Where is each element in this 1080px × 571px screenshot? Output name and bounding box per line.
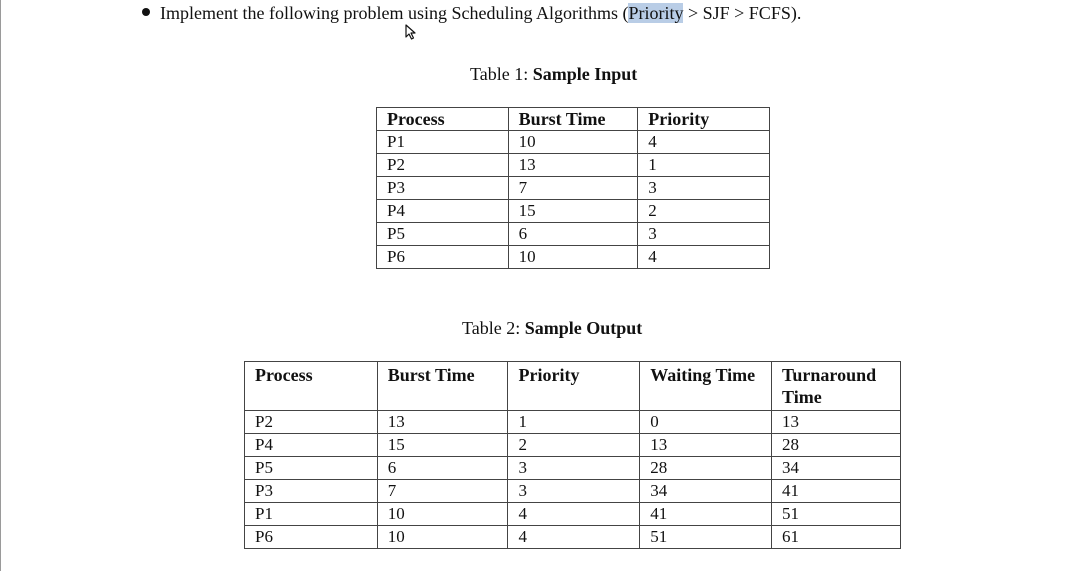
table-cell: 4 <box>508 503 640 526</box>
sample-input-table <box>376 107 770 269</box>
table-cell: P5 <box>245 457 378 480</box>
header-cell: Burst Time <box>377 362 508 411</box>
table-cell: 10 <box>377 503 508 526</box>
table-cell: 6 <box>508 223 638 246</box>
table-cell: 28 <box>772 434 901 457</box>
table-row <box>245 503 901 526</box>
table-cell: 10 <box>508 131 638 154</box>
table-cell: P4 <box>245 434 378 457</box>
table-cell: P6 <box>377 246 509 269</box>
table2-caption-label: Table 2: <box>462 318 521 338</box>
header-cell: Priority <box>638 108 770 131</box>
table-cell: 34 <box>640 480 772 503</box>
table-cell: 61 <box>772 526 901 549</box>
table-row <box>245 411 901 434</box>
sample-output-table <box>244 361 901 549</box>
instruction-suffix: > SJF > FCFS). <box>683 3 802 23</box>
table-cell: 15 <box>508 200 638 223</box>
table1-caption <box>470 64 637 85</box>
table-cell: P2 <box>377 154 509 177</box>
table-row <box>377 131 770 154</box>
table-cell: 13 <box>640 434 772 457</box>
table2-caption <box>462 318 642 339</box>
table-header-row <box>377 108 770 131</box>
table-row <box>245 526 901 549</box>
table-cell: 4 <box>638 131 770 154</box>
table-cell: 4 <box>638 246 770 269</box>
header-cell: Process <box>377 108 509 131</box>
table-cell: 3 <box>638 223 770 246</box>
table-cell: 0 <box>640 411 772 434</box>
table-cell: 1 <box>508 411 640 434</box>
table-cell: 7 <box>508 177 638 200</box>
table-row <box>245 457 901 480</box>
table-cell: 2 <box>638 200 770 223</box>
table-cell: 7 <box>377 480 508 503</box>
table-cell: 1 <box>638 154 770 177</box>
table-cell: P5 <box>377 223 509 246</box>
table-row <box>245 480 901 503</box>
table-cell: P4 <box>377 200 509 223</box>
header-cell: Priority <box>508 362 640 411</box>
table-cell: 51 <box>772 503 901 526</box>
table-cell: 15 <box>377 434 508 457</box>
table-cell: 34 <box>772 457 901 480</box>
table-cell: 3 <box>508 457 640 480</box>
instruction-prefix: Implement the following problem using Scheduling Algorithms ( <box>160 3 629 23</box>
table1-caption-title: Sample Input <box>532 64 638 84</box>
table1-caption-label: Table 1: <box>470 64 529 84</box>
header-cell: Turnaround Time <box>772 362 901 411</box>
table-row <box>377 246 770 269</box>
table-cell: 51 <box>640 526 772 549</box>
table-cell: P1 <box>377 131 509 154</box>
header-cell: Process <box>245 362 378 411</box>
table-cell: 13 <box>772 411 901 434</box>
table-cell: 2 <box>508 434 640 457</box>
table-cell: P6 <box>245 526 378 549</box>
table-cell: 4 <box>508 526 640 549</box>
table-row <box>377 177 770 200</box>
instruction-highlight[interactable]: Priority <box>628 3 684 23</box>
instruction-line <box>142 3 801 24</box>
table-cell: 41 <box>640 503 772 526</box>
table-header-row <box>245 362 901 411</box>
table-row <box>377 154 770 177</box>
page-left-border <box>0 0 1 571</box>
table-cell: 6 <box>377 457 508 480</box>
header-cell: Waiting Time <box>640 362 772 411</box>
table-cell: P3 <box>245 480 378 503</box>
mouse-pointer-icon <box>404 24 418 40</box>
table2-caption-title: Sample Output <box>524 318 643 338</box>
header-cell: Burst Time <box>508 108 638 131</box>
table-cell: 3 <box>508 480 640 503</box>
table-cell: P2 <box>245 411 378 434</box>
table-row <box>245 434 901 457</box>
bullet-icon <box>142 8 150 16</box>
table-cell: 10 <box>377 526 508 549</box>
table-cell: P3 <box>377 177 509 200</box>
table-cell: 3 <box>638 177 770 200</box>
table-row <box>377 200 770 223</box>
table-cell: P1 <box>245 503 378 526</box>
table-row <box>377 223 770 246</box>
table-cell: 41 <box>772 480 901 503</box>
table-cell: 13 <box>377 411 508 434</box>
table-cell: 10 <box>508 246 638 269</box>
table-cell: 13 <box>508 154 638 177</box>
table-cell: 28 <box>640 457 772 480</box>
